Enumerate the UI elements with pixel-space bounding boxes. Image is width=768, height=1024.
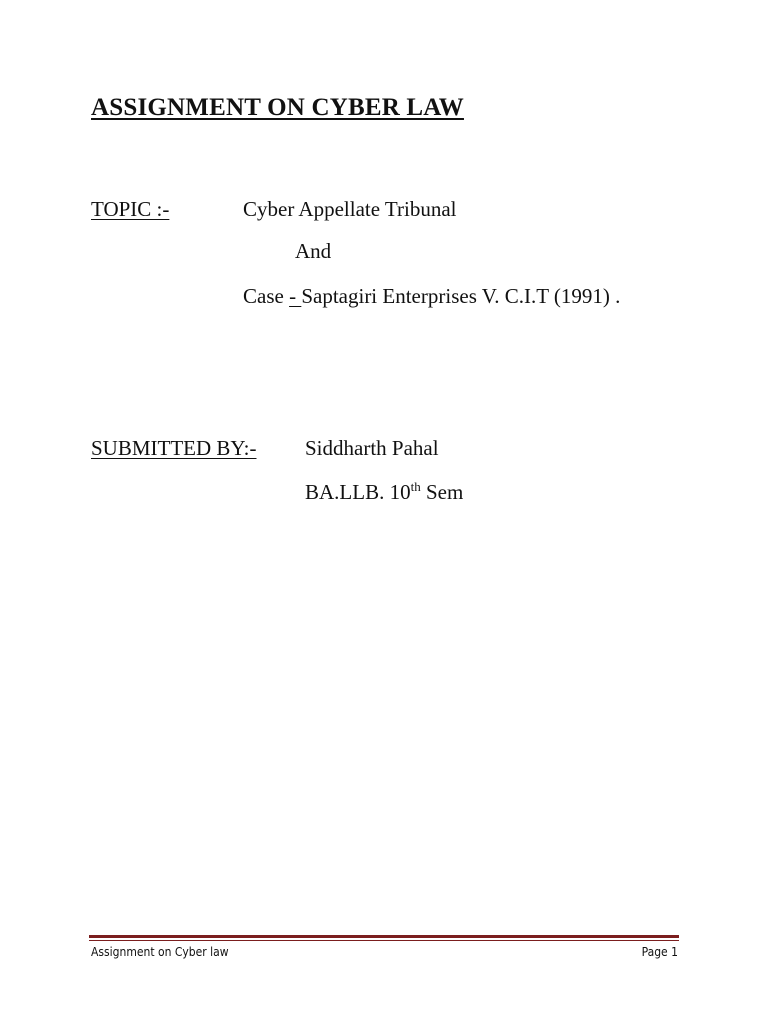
topic-label: TOPIC :- — [91, 197, 170, 221]
topic-line-3-rest: Saptagiri Enterprises V. C.I.T (1991) . — [301, 284, 621, 308]
topic-line-2: And — [295, 239, 332, 263]
topic-line-3 — [243, 286, 620, 307]
submitter-class-superscript: th — [410, 479, 421, 494]
submitted-by-label: SUBMITTED BY:- — [91, 436, 257, 460]
footer-rule-thick — [89, 935, 679, 938]
footer-document-name: Assignment on Cyber law — [91, 945, 229, 959]
submitter-class-prefix: BA.LLB. 10 — [305, 480, 411, 504]
document-title: ASSIGNMENT ON CYBER LAW — [91, 94, 464, 121]
footer-page-number: Page 1 — [641, 945, 678, 959]
footer-rule-thin — [89, 940, 679, 941]
submitter-class-suffix: Sem — [420, 480, 464, 504]
topic-line-3-dash: - — [289, 284, 302, 308]
submitter-name: Siddharth Pahal — [305, 436, 439, 460]
topic-line-3-prefix: Case — [243, 284, 290, 308]
topic-line-1: Cyber Appellate Tribunal — [243, 197, 457, 221]
submitter-class — [305, 479, 464, 504]
